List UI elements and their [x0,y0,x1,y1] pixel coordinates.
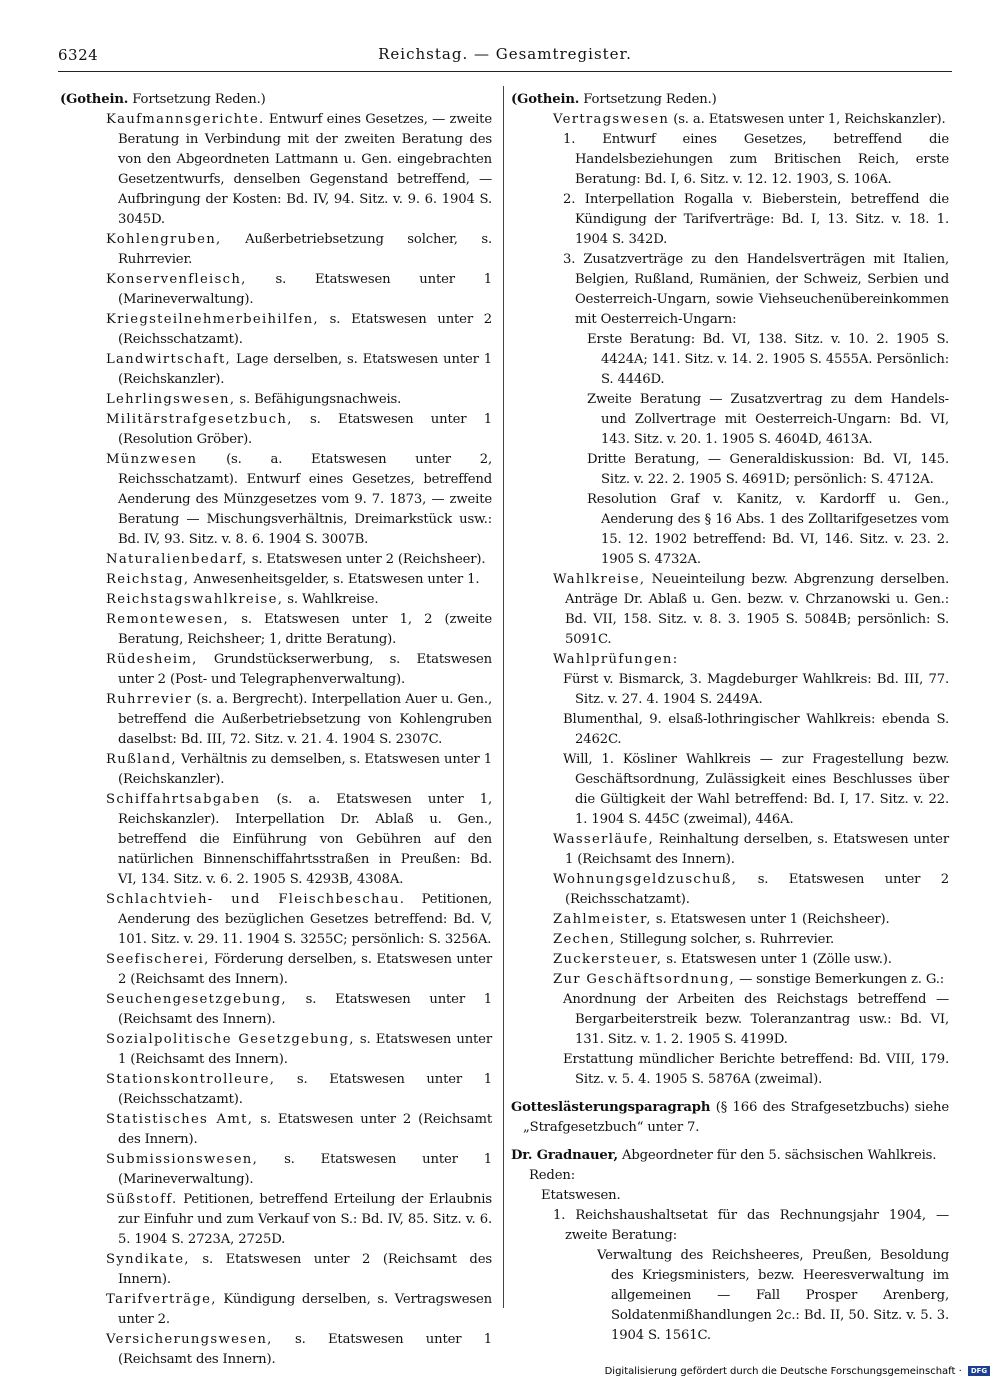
index-subentry: Blumenthal, 9. elsaß-lothringischer Wahlkreis: ebenda S. 2462C. [563,712,949,747]
index-subentry: Erste Beratung: Bd. VI, 138. Sitz. v. 10. 2. 1905 S. 4424A; 141. Sitz. v. 14. 2. 1905 S. 4555A. Persönlich: S. 4446D. [587,332,949,387]
index-subentry: Resolution Graf v. Kanitz, v. Kardorff u. Gen., Aenderung des § 16 Abs. 1 des Zolltarifgesetzes vom 15. 12. 1902 betreffend: Bd. VI, 146. Sitz. v. 23. 2. 1905 S. 4732A. [587,492,949,567]
section-label: Reden: [529,1168,576,1183]
index-entry: Wahlkreise, Neueinteilung bezw. Abgrenzung derselben. Anträge Dr. Ablaß u. Gen. bezw. v. Chrzanowski u. Gen.: Bd. VII, 158. Sitz. v. 8. 3. 1905 S. 5084B; persönlich: S. 5091C. [553,572,949,647]
index-entry: Zahlmeister, s. Etatswesen unter 1 (Reichsheer). [553,912,890,927]
index-entry: Submissionswesen, s. Etatswesen unter 1 (Marineverwaltung). [106,1152,492,1187]
index-subentry: Verwaltung des Reichsheeres, Preußen, Besoldung des Kriegsministers, bezw. Heeresverwaltung im allgemeinen — Fall Prosper Arenberg, Soldatenmißhandlungen 2c.: Bd. II, 50. Sitz. v. 5. 3. 1904 S. 1561C. [597,1248,949,1343]
index-entry: Naturalienbedarf, s. Etatswesen unter 2 (Reichsheer). [106,552,486,567]
index-entry: Reichstagswahlkreise, s. Wahlkreise. [106,592,379,607]
index-subentry: 2. Interpellation Rogalla v. Bieberstein, betreffend die Kündigung der Tarifverträge: Bd. I, 13. Sitz. v. 18. 1. 1904 S. 342D. [563,192,949,247]
index-entry: Münzwesen (s. a. Etatswesen unter 2, Reichsschatzamt). Entwurf eines Gesetzes, betreffend Aenderung des Münzgesetzes vom 9. 7. 1873, — zweite Beratung — Mischungsverhältnis, Dreimarkstück usw.: Bd. IV, 93. Sitz. v. 8. 6. 1904 S. 3007B. [106,452,492,547]
index-entry: Seefischerei, Förderung derselben, s. Etatswesen unter 2 (Reichsamt des Innern). [106,952,492,987]
index-entry: Versicherungswesen, s. Etatswesen unter 1 (Reichsamt des Innern). [106,1332,492,1367]
index-entry: Seuchengesetzgebung, s. Etatswesen unter 1 (Reichsamt des Innern). [106,992,492,1027]
index-entry: (Gothein. Fortsetzung Reden.) [511,92,717,107]
right-column [511,90,949,1346]
dfg-logo: DFG [968,1366,990,1376]
index-subentry: Erstattung mündlicher Berichte betreffend: Bd. VIII, 179. Sitz. v. 5. 4. 1905 S. 5876A (zweimal). [563,1052,949,1087]
index-entry: Vertragswesen (s. a. Etatswesen unter 1, Reichskanzler). [553,112,946,127]
index-entry: Kohlengruben, Außerbetriebsetzung solcher, s. Ruhrrevier. [106,232,492,267]
index-subentry: 1. Reichshaushaltsetat für das Rechnungsjahr 1904, — zweite Beratung: [553,1208,949,1243]
index-entry: Wasserläufe, Reinhaltung derselben, s. Etatswesen unter 1 (Reichsamt des Innern). [553,832,949,867]
index-entry: Reichstag, Anwesenheitsgelder, s. Etatswesen unter 1. [106,572,480,587]
digitization-credit: Digitalisierung gefördert durch die Deutsche Forschungsgemeinschaft · DFG [560,1366,990,1377]
index-entry: Sozialpolitische Gesetzgebung, s. Etatswesen unter 1 (Reichsamt des Innern). [106,1032,492,1067]
index-entry: Kriegsteilnehmerbeihilfen, s. Etatswesen unter 2 (Reichsschatzamt). [106,312,492,347]
index-subentry: 1. Entwurf eines Gesetzes, betreffend die Handelsbeziehungen zum Britischen Reich, erste Beratung: Bd. I, 6. Sitz. v. 12. 12. 1903, S. 106A. [563,132,949,187]
index-entry: Remontewesen, s. Etatswesen unter 1, 2 (zweite Beratung, Reichsheer; 1, dritte Beratung). [106,612,492,647]
index-entry: Militärstrafgesetzbuch, s. Etatswesen unter 1 (Resolution Gröber). [106,412,492,447]
index-entry: Wohnungsgeldzuschuß, s. Etatswesen unter 2 (Reichsschatzamt). [553,872,949,907]
index-entry: Zuckersteuer, s. Etatswesen unter 1 (Zölle usw.). [553,952,892,967]
index-entry: Kaufmannsgerichte. Entwurf eines Gesetzes, — zweite Beratung in Verbindung mit der zweiten Beratung des von den Abgeordneten Lattmann u. Gen. eingebrachten Gesetzentwurfs, denselben Gegenstand betreffend, — Aufbringung der Kosten: Bd. IV, 94. Sitz. v. 9. 6. 1904 S. 3045D. [106,112,492,227]
index-entry: Rußland, Verhältnis zu demselben, s. Etatswesen unter 1 (Reichskanzler). [106,752,492,787]
index-heading: Gotteslästerungsparagraph (§ 166 des Strafgesetzbuchs) siehe „Strafgesetzbuch“ unter 7. [511,1100,949,1135]
index-entry: Schlachtvieh- und Fleischbeschau. Petitionen, Aenderung des bezüglichen Gesetzes betreffend: Bd. V, 101. Sitz. v. 29. 11. 1904 S. 3255C; persönlich: S. 3256A. [106,892,492,947]
index-entry: Rüdesheim, Grundstückserwerbung, s. Etatswesen unter 2 (Post- und Telegraphenverwaltung). [106,652,492,687]
section-label: Etatswesen. [541,1188,621,1203]
left-column [60,90,492,1370]
index-entry: Wahlprüfungen: [553,652,679,667]
index-entry: Statistisches Amt, s. Etatswesen unter 2 (Reichsamt des Innern). [106,1112,492,1147]
index-entry: Ruhrrevier (s. a. Bergrecht). Interpellation Auer u. Gen., betreffend die Außerbetriebsetzung von Kohlengruben daselbst: Bd. III, 72. Sitz. v. 21. 4. 1904 S. 2307C. [106,692,492,747]
index-subentry: 3. Zusatzverträge zu den Handelsverträgen mit Italien, Belgien, Rußland, Rumänien, der Schweiz, Serbien und Oesterreich-Ungarn, sowie Viehseuchenübereinkommen mit Oesterreich-Ungarn: [563,252,949,327]
credit-text: Digitalisierung gefördert durch die Deutsche Forschungsgemeinschaft [604,1366,956,1377]
index-entry: Süßstoff. Petitionen, betreffend Erteilung der Erlaubnis zur Einfuhr und zum Verkauf von S.: Bd. IV, 85. Sitz. v. 6. 5. 1904 S. 2723A, 2725D. [106,1192,492,1247]
index-entry: Stationskontrolleure, s. Etatswesen unter 1 (Reichsschatzamt). [106,1072,492,1107]
member-heading: Dr. Gradnauer, Abgeordneter für den 5. sächsischen Wahlkreis. [511,1148,937,1163]
page-header [58,44,952,74]
index-entry: Lehrlingswesen, s. Befähigungsnachweis. [106,392,402,407]
index-entry: Zechen, Stillegung solcher, s. Ruhrrevier. [553,932,835,947]
index-entry: (Gothein. Fortsetzung Reden.) [60,92,266,107]
index-subentry: Will, 1. Kösliner Wahlkreis — zur Fragestellung bezw. Geschäftsordnung, Zulässigkeit eines Beschlusses über die Gültigkeit der Wahl betreffend: Bd. I, 17. Sitz. v. 22. 1. 1904 S. 445C (zweimal), 446A. [563,752,949,827]
index-subentry: Zweite Beratung — Zusatzvertrag zu dem Handels- und Zollvertrage mit Oesterreich-Ungarn: Bd. VI, 143. Sitz. v. 20. 1. 1905 S. 4604D, 4613A. [587,392,949,447]
index-subentry: Dritte Beratung, — Generaldiskussion: Bd. VI, 145. Sitz. v. 22. 2. 1905 S. 4691D; persönlich: S. 4712A. [587,452,949,487]
index-entry: Zur Geschäftsordnung, — sonstige Bemerkungen z. G.: [553,972,945,987]
page-number: 6324 [58,46,99,64]
header-rule [58,71,952,72]
index-subentry: Anordnung der Arbeiten des Reichstags betreffend — Bergarbeiterstreik bezw. Toleranzantrag usw.: Bd. VI, 131. Sitz. v. 1. 2. 1905 S. 4199D. [563,992,949,1047]
column-divider [503,86,504,1308]
index-entry: Tarifverträge, Kündigung derselben, s. Vertragswesen unter 2. [106,1292,492,1327]
index-entry: Schiffahrtsabgaben (s. a. Etatswesen unter 1, Reichskanzler). Interpellation Dr. Ablaß u. Gen., betreffend die Einführung von Gebühren auf den natürlichen Binnenschiffahrtsstraßen in Preußen: Bd. VI, 134. Sitz. v. 6. 2. 1905 S. 4293B, 4308A. [106,792,492,887]
index-subentry: Fürst v. Bismarck, 3. Magdeburger Wahlkreis: Bd. III, 77. Sitz. v. 27. 4. 1904 S. 2449A. [563,672,949,707]
index-entry: Syndikate, s. Etatswesen unter 2 (Reichsamt des Innern). [106,1252,492,1287]
index-entry: Landwirtschaft, Lage derselben, s. Etatswesen unter 1 (Reichskanzler). [106,352,492,387]
index-entry: Konservenfleisch, s. Etatswesen unter 1 (Marineverwaltung). [106,272,492,307]
running-head: Reichstag. — Gesamtregister. [378,45,632,63]
